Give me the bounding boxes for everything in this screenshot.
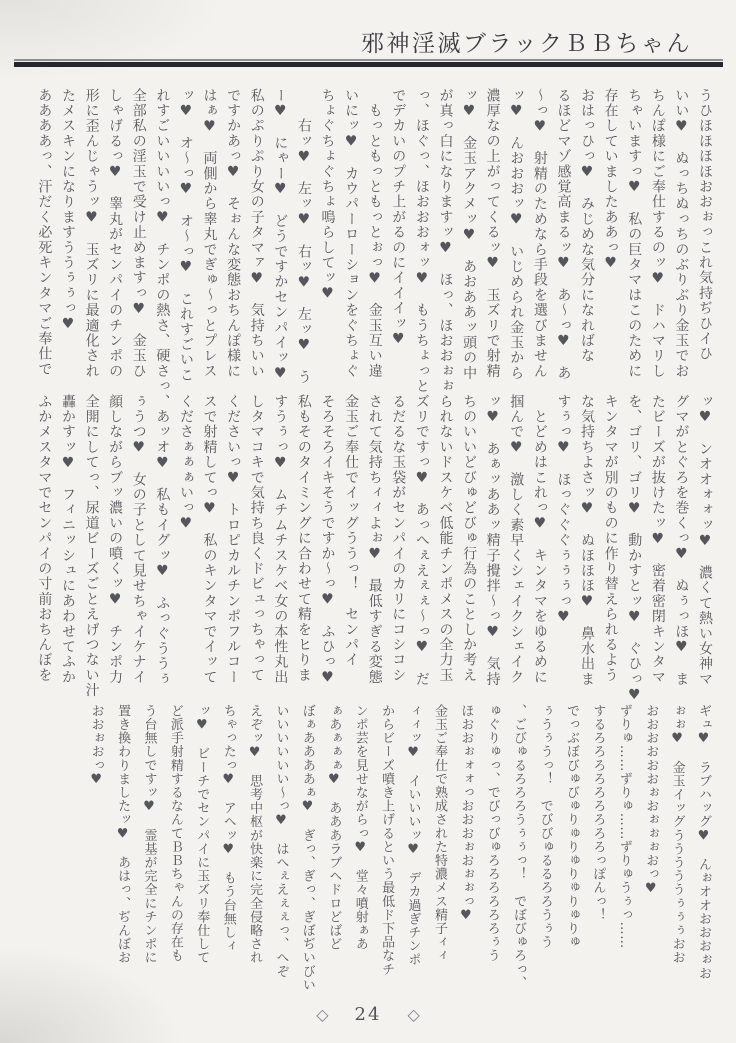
text-column: ～っ♥ 射精のためなら手段を選びません [531, 88, 548, 379]
text-column: すぅっ♥ ほっぐぐぐぅぅぅっ♥ [555, 394, 572, 626]
text-column: ほおおぉォォっおおおぉおぉぉっ♥ [458, 704, 474, 924]
text-column: そろそろイキそうですか～っ♥ ふひっ♥ [319, 394, 336, 687]
text-column: 轟かすッ♥ フィニッシュにあわせてふか [59, 394, 76, 685]
text-column: ッ♥ んおおおッ♥ いじめられ金玉から [508, 88, 525, 381]
text-column: っ、ほぐっ、ほおおおォッ♥ もうちょっと [413, 88, 430, 394]
text-column: ー♥ にゃー♥ どうですかセンパイッ♥ [272, 88, 289, 383]
text-column: ッ♥ あぁッああッ精子攪拌～っ♥ 気持 [484, 394, 501, 687]
text-column: ちゃいますっ♥ 私の巨タマはこのために [626, 88, 643, 379]
text-column: が真っ白になりますッ♥ ほっ、ほおおぉぉ [437, 88, 454, 394]
text-column: あッオ♥ 私もイグッ♥ ふっぐううぅ [154, 394, 171, 687]
text-column: 掴んで♥ 激しく素早くシェイクシェイク [508, 394, 525, 685]
vertical-text-block-3 [82, 704, 716, 996]
text-column: するろろろろろろろろろっぽんっ！ [590, 704, 606, 922]
text-column: ぁあぁぁぁ♥ あああラブヘドロどばど [326, 704, 342, 951]
text-column: ぅうつ♥ 女の子として見せちゃイケナイ [130, 394, 147, 685]
text-column: でデカいのプチ上がるのにイイイッ♥ [390, 88, 407, 349]
text-column: ンポ芸を見せながらっ♥ 堂々噴射ぁあ [352, 704, 368, 951]
text-column: るほどマゾ感覚高まるッ♥ あ～っ♥ あ [555, 88, 572, 381]
text-column: ああああっ、汗だく必死キンタマご奉仕で [36, 88, 53, 377]
text-column: すうぅっ♥ ムチムチスケベ女の本性丸出 [272, 394, 289, 685]
text-column: ぉぉ♥ 金玉イッグうううううぅぅぅおお [669, 704, 685, 965]
text-column: 顔しながらブッ濃いの噴くッ♥ チンポ力 [107, 394, 124, 685]
text-column: ちのいいどびゅどびゅ行為のことしか考え [461, 394, 478, 683]
text-column: 私もそのタイミングに合わせて精をヒりま [295, 394, 312, 683]
text-column: ッ♥ オ～っ♥ オ～っ♥ これすごいこ [177, 88, 194, 383]
text-column: ゅぐりゅっ、でびっびゅろろろろろろぅう [484, 704, 500, 963]
footer-diamond-left: ◇ [316, 1005, 329, 1024]
text-column: ちんぽ様にご奉仕するのッ♥ ドハマリし [649, 88, 666, 379]
text-column: 右ッ♥ 左ッ♥ 右ッ♥ 左ッ♥ う [295, 88, 312, 385]
page-number: 24 [354, 1004, 382, 1025]
text-column: ズリですっ♥ あっへぇえぇぇ～っ♥ だ [413, 394, 430, 687]
text-column: おはっひっ♥ みじめな気分になればな [579, 88, 596, 364]
text-column: ッ♥ ンオオォォッ♥ 濃くて熱い女神マ [697, 394, 713, 687]
text-column: おおおおおおぉおぉぉぉおっ♥ [643, 704, 659, 897]
text-column: ギュ♥ ラブハッグ♥ んぉオオおおおぉお [696, 704, 711, 980]
text-column: キンタマが別のものに作り替えられるよう [602, 394, 619, 683]
text-column: 私のぷりぷり女の子タマァ♥ 気持ちいい [248, 88, 265, 379]
vertical-text-block-2 [32, 394, 716, 702]
text-column: ぅうぅうっ！ でびびゅるるろろうぅう [537, 704, 553, 949]
text-column: されて気持ちィィよぉ♥ 最低すぎる変態 [366, 394, 383, 685]
text-column: 置き換わりましたッ♥ あはっ、ぢんぼお [115, 704, 131, 965]
text-column: 全部私の淫玉で受け止めますっ♥ 金玉ひ [130, 88, 147, 379]
text-column: スで射精してっ♥ 私のキンタマでイッて [201, 394, 218, 685]
header-rule-thick-line [14, 62, 723, 67]
text-column: れすごいいいいっ♥ チンポの熱さ、硬さっ、 [154, 88, 171, 410]
text-column: ずりゅ……ずりゅ……ずりゅうぅっ…… [616, 704, 632, 949]
footer-diamond-right: ◇ [407, 1005, 420, 1024]
text-column: くださいっ♥ トロピカルチンポフルコー [225, 394, 242, 685]
text-column: ふかメスタマでセンパイの寸前おちんぼを [36, 394, 53, 683]
text-column: ィィッ♥ イいいいッ♥ デカ過ぎチンポ [405, 704, 421, 967]
text-column: 全開にしてっ、尿道ビーズごとえげつない汁 [83, 394, 100, 698]
text-column: 存在していましたああっ♥ [602, 88, 619, 273]
text-column: えぞッ♥ 思考中枢が快楽に完全侵略され [247, 704, 263, 965]
text-column: うひほほほほおおぉっこれ気持ぢひイひ [697, 88, 713, 362]
text-column: な気持ちよさッ♥ ぬほほほ♥ 鼻水出ま [579, 394, 596, 687]
text-column: たビーズが抜けたッ♥ 密着密閉キンタマ [649, 394, 666, 685]
text-column: おおぉおっ♥ [88, 704, 104, 788]
text-column: を、ゴリ、ゴリ♥ 動かすとッ♥ ぐひっ♥ [626, 394, 643, 704]
text-column: はぁ♥ 両側から睾丸でぎゅ～っとプレス [201, 88, 218, 379]
text-column: ど派手射精するなんてＢＢちゃんの存在も [167, 704, 183, 963]
text-column: 金玉ご奉仕で熟成された特濃メス精子ィィ [431, 704, 447, 963]
text-column: たメスキンになりますううぅぅっ♥ [59, 88, 76, 334]
text-column: う台無しですッ♥ 霊基が完全にチンポに [141, 704, 157, 965]
text-column: ッ♥ 金玉アクメッ♥ あおああッ頭の中 [461, 88, 478, 381]
text-column: いいいいいい～っ♥ はへぇえぇぇっ、へぞ [273, 704, 289, 978]
text-column: 、ごびゅるろろろうぅぅっ！ でぼびゅろっ、 [511, 704, 527, 990]
header-rule-thin-line [14, 59, 723, 61]
text-column: いにッ♥ カウパーローションをぐちょぐ [343, 88, 360, 379]
text-column: もっともっともっとぉっ♥ 金玉互い違 [366, 88, 383, 379]
text-column: 形に歪んじゃうッ♥ 玉ズリに最適化され [83, 88, 100, 379]
text-column: ちょぐちょぐちょ鳴らしてッ♥ [319, 88, 336, 303]
text-column: られないドスケベ低能チンポメスの全力玉 [437, 394, 454, 683]
text-column: くださぁぁぁいっ♥ [177, 394, 194, 533]
text-column: グマがとぐろを巻くっ♥ ぬぅっほ♥ ま [673, 394, 690, 687]
text-column: でっぶぼびゅびゅりゅりゅりゅりゅりゅ [563, 704, 579, 949]
text-column: しタマコキで気持ち良くドビュっちゃって [248, 394, 265, 683]
text-column: いい♥ ぬっちぬっちのぶりぶり金玉でお [673, 88, 690, 379]
text-column: からビーズ噴き上げるという最低ド下品なチ [379, 704, 395, 976]
header-rule [14, 59, 723, 67]
text-column: 金玉ご奉仕でイッグううっ！ センパイ [343, 394, 360, 668]
page-footer [0, 1004, 736, 1025]
text-column: ちゃったっ♥ アヘッ♥ もう台無しィ [220, 704, 236, 953]
vertical-text-block-1 [32, 88, 716, 410]
text-column: るだるな玉袋がセンパイのカリにコシコシ [390, 394, 407, 683]
text-column: 濃厚なの上がってくるッ♥ 玉ズリで射精 [484, 88, 501, 379]
page-title: 邪神淫滅ブラックＢＢちゃん [360, 31, 692, 57]
text-column: ッ♥ ビーチでセンパイに玉ズリ奉仕して [194, 704, 210, 965]
text-column: ぼぁああああぁ♥ ぎっ、ぎっ、ぎぼぢいびい [299, 704, 315, 992]
text-column: しゃげるっ♥ 睾丸がセンパイのチンポの [107, 88, 124, 379]
text-column: ですかあっ♥ そぉんな変態おちんぽ様に [225, 88, 242, 379]
text-column: とどめはこれっ♥ キンタマをゆるめに [531, 394, 548, 685]
